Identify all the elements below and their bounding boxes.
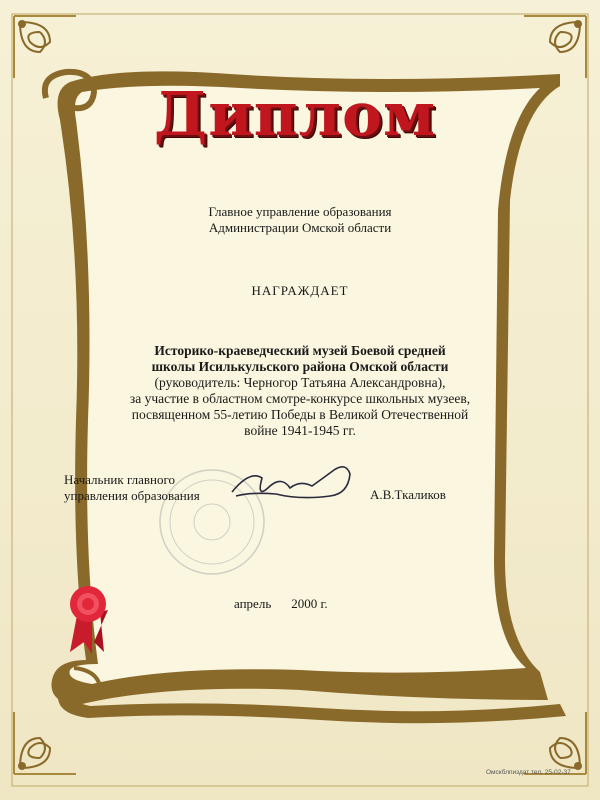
diploma-title: Диплом	[153, 80, 437, 150]
printer-imprint: Омскблпиздат тел. 25-02-37	[486, 769, 571, 776]
recipient-line-2: школы Исилькульского района Омской области	[151, 359, 449, 374]
issue-date	[234, 596, 328, 612]
date-year: 2000 г.	[291, 596, 328, 611]
signatory-position-line-2: управления образования	[64, 488, 200, 503]
issuer-line-2: Администрации Омской области	[208, 220, 392, 235]
ribbon-rosette-icon	[70, 586, 108, 654]
corner-ornament-top-left	[10, 12, 80, 82]
recipient-line-1: Историко-краеведческий музей Боевой средней	[154, 343, 446, 358]
corner-ornament-top-right	[520, 12, 590, 82]
signatory-name: А.В.Ткаликов	[370, 487, 446, 502]
recipient-line-4: за участие в областном смотре-конкурсе школьных музеев,	[129, 391, 471, 406]
signatory-position-line-1: Начальник главного	[64, 472, 175, 487]
signatory-position	[64, 472, 200, 504]
recipient-block	[90, 343, 510, 439]
recipient-line-5: посвященном 55-летию Победы в Великой Отечественной	[131, 407, 469, 422]
recipient-line-6: войне 1941-1945 гг.	[244, 423, 356, 438]
date-month: апрель	[234, 596, 272, 611]
awards-heading: НАГРАЖДАЕТ	[251, 283, 349, 298]
recipient-line-3: (руководитель: Черногор Татьяна Александровна),	[154, 375, 446, 390]
issuer-block	[0, 204, 600, 236]
corner-ornament-bottom-right	[520, 708, 590, 778]
issuer-line-1: Главное управление образования	[208, 204, 392, 219]
corner-ornament-bottom-left	[10, 708, 80, 778]
